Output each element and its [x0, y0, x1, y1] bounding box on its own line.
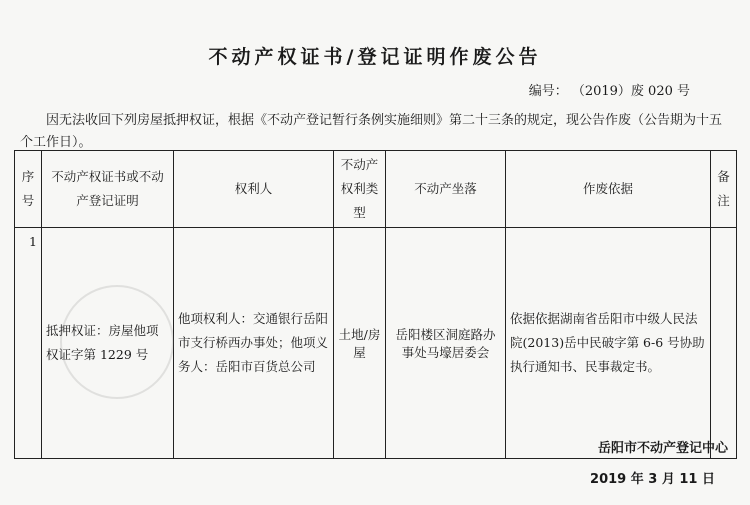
table-row	[15, 228, 737, 459]
table-header-row	[15, 151, 737, 228]
row-right-type: 土地/房屋	[334, 228, 386, 459]
page-title: 不动产权证书/登记证明作废公告	[208, 46, 542, 68]
header-void-basis: 作废依据	[506, 151, 711, 228]
header-seq: 序号	[15, 151, 42, 228]
header-certificate: 不动产权证书或不动产登记证明	[42, 151, 174, 228]
row-seq: 1	[15, 228, 42, 459]
header-note: 备注	[711, 151, 737, 228]
voided-certificates-table	[14, 150, 737, 459]
header-right-type: 不动产权利类型	[334, 151, 386, 228]
intro-paragraph: 因无法收回下列房屋抵押权证，根据《不动产登记暂行条例实施细则》第二十三条的规定，现公告作废（公告期为十五个工作日）。	[20, 113, 723, 150]
document-number: 编号： （2019）废 020 号	[528, 84, 690, 99]
header-right-holder: 权利人	[174, 151, 334, 228]
header-location: 不动产坐落	[386, 151, 506, 228]
row-void-basis: 依据依据湖南省岳阳市中级人民法院(2013)岳中民破字第 6-6 号协助执行通知书、民事裁定书。	[506, 228, 711, 459]
row-location: 岳阳楼区洞庭路办事处马壕居委会	[386, 228, 506, 459]
issue-date: 2019 年 3 月 11 日	[590, 472, 715, 487]
row-note	[711, 228, 737, 459]
row-certificate: 抵押权证：房屋他项权证字第 1229 号	[42, 228, 174, 459]
issuer-name: 岳阳市不动产登记中心	[597, 441, 728, 456]
row-right-holder: 他项权利人：交通银行岳阳市支行桥西办事处；他项义务人：岳阳市百货总公司	[174, 228, 334, 459]
